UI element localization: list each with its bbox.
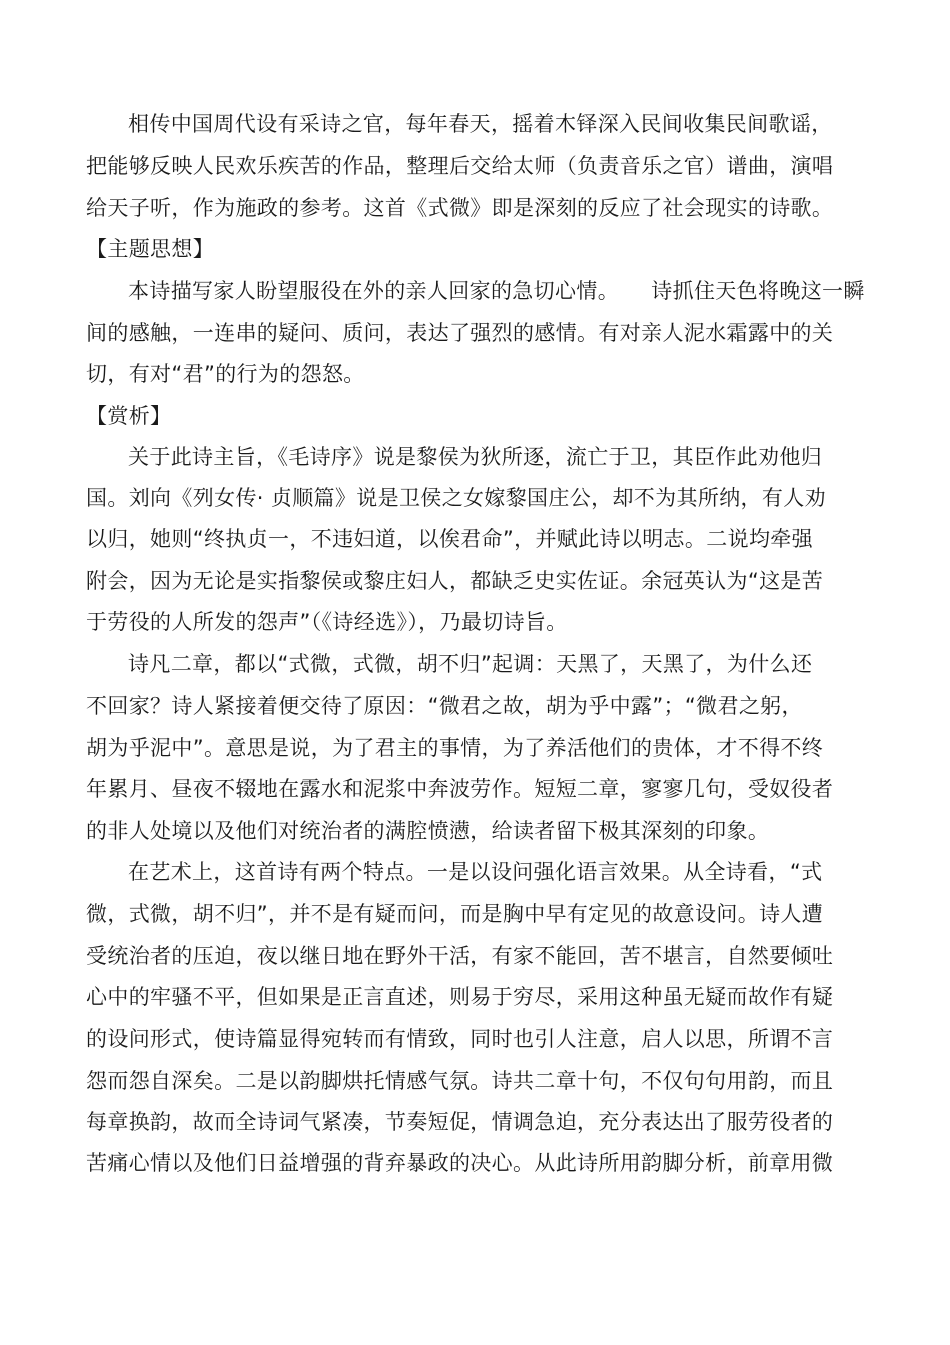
paragraph-line: 微，式微，胡不归”，并不是有疑而问，而是胸中早有定见的故意设问。诗人遭 — [86, 902, 824, 926]
paragraph-line: 相传中国周代设有采诗之官，每年春天，摇着木铎深入民间收集民间歌谣， — [128, 112, 833, 136]
paragraph-line: 以归，她则“终执贞一，不违妇道，以俟君命”，并赋此诗以明志。二说均牵强 — [86, 527, 814, 551]
paragraph-line: 每章换韵，故而全诗词气紧凑，节奏短促，情调急迫，充分表达出了服劳役者的 — [86, 1110, 834, 1134]
paragraph-line: 于劳役的人所发的怨声”（《诗经选》），乃最切诗旨。 — [86, 610, 568, 634]
paragraph-line: 胡为乎泥中”。意思是说，为了君主的事情，为了养活他们的贵体，才不得不终 — [86, 736, 824, 760]
paragraph-line: 诗凡二章，都以“式微，式微，胡不归”起调：天黑了，天黑了，为什么还 — [128, 652, 813, 676]
paragraph-line: 在艺术上，这首诗有两个特点。一是以设问强化语言效果。从全诗看，“式 — [128, 860, 823, 884]
paragraph-line: 受统治者的压迫，夜以继日地在野外干活，有家不能回，苦不堪言，自然要倾吐 — [86, 944, 834, 968]
paragraph-line: 不回家？诗人紧接着便交待了原因：“微君之故，胡为乎中露”；“微君之躬， — [86, 694, 803, 718]
paragraph-line: 间的感触，一连串的疑问、质问，表达了强烈的感情。有对亲人泥水霜露中的关 — [86, 321, 834, 345]
paragraph-line: 国。刘向《列女传· 贞顺篇》说是卫侯之女嫁黎国庄公，却不为其所纳，有人劝 — [86, 486, 826, 510]
paragraph-line: 的设问形式，使诗篇显得宛转而有情致，同时也引人注意，启人以思，所谓不言 — [86, 1027, 834, 1051]
paragraph-line: 切，有对“君”的行为的怨怒。 — [86, 362, 365, 386]
paragraph-line: 附会，因为无论是实指黎侯或黎庄妇人，都缺乏史实佐证。余冠英认为“这是苦 — [86, 569, 824, 593]
paragraph-line: 本诗描写家人盼望服役在外的亲人回家的急切心情。 诗抓住天色将晚这一瞬 — [128, 279, 865, 303]
paragraph-line: 怨而怨自深矣。二是以韵脚烘托情感气氛。诗共二章十句，不仅句句用韵，而且 — [86, 1069, 834, 1093]
paragraph-line: 苦痛心情以及他们日益增强的背弃暴政的决心。从此诗所用韵脚分析，前章用微 — [86, 1151, 834, 1175]
paragraph-line: 的非人处境以及他们对统治者的满腔愤懑，给读者留下极其深刻的印象。 — [86, 819, 770, 843]
paragraph-line: 年累月、昼夜不辍地在露水和泥浆中奔波劳作。短短二章，寥寥几句，受奴役者 — [86, 777, 834, 801]
paragraph-line: 把能够反映人民欢乐疾苦的作品，整理后交给太师（负责音乐之官）谱曲，演唱 — [86, 154, 834, 178]
paragraph-line: 心中的牢骚不平，但如果是正言直述，则易于穷尽，采用这种虽无疑而故作有疑 — [86, 985, 834, 1009]
paragraph-line: 关于此诗主旨，《毛诗序》说是黎侯为狄所逐，流亡于卫，其臣作此劝他归 — [128, 445, 823, 469]
paragraph-line: 给天子听，作为施政的参考。这首《式微》即是深刻的反应了社会现实的诗歌。 — [86, 196, 834, 220]
section-heading: 【赏析】 — [86, 404, 172, 428]
section-heading: 【主题思想】 — [86, 237, 215, 261]
